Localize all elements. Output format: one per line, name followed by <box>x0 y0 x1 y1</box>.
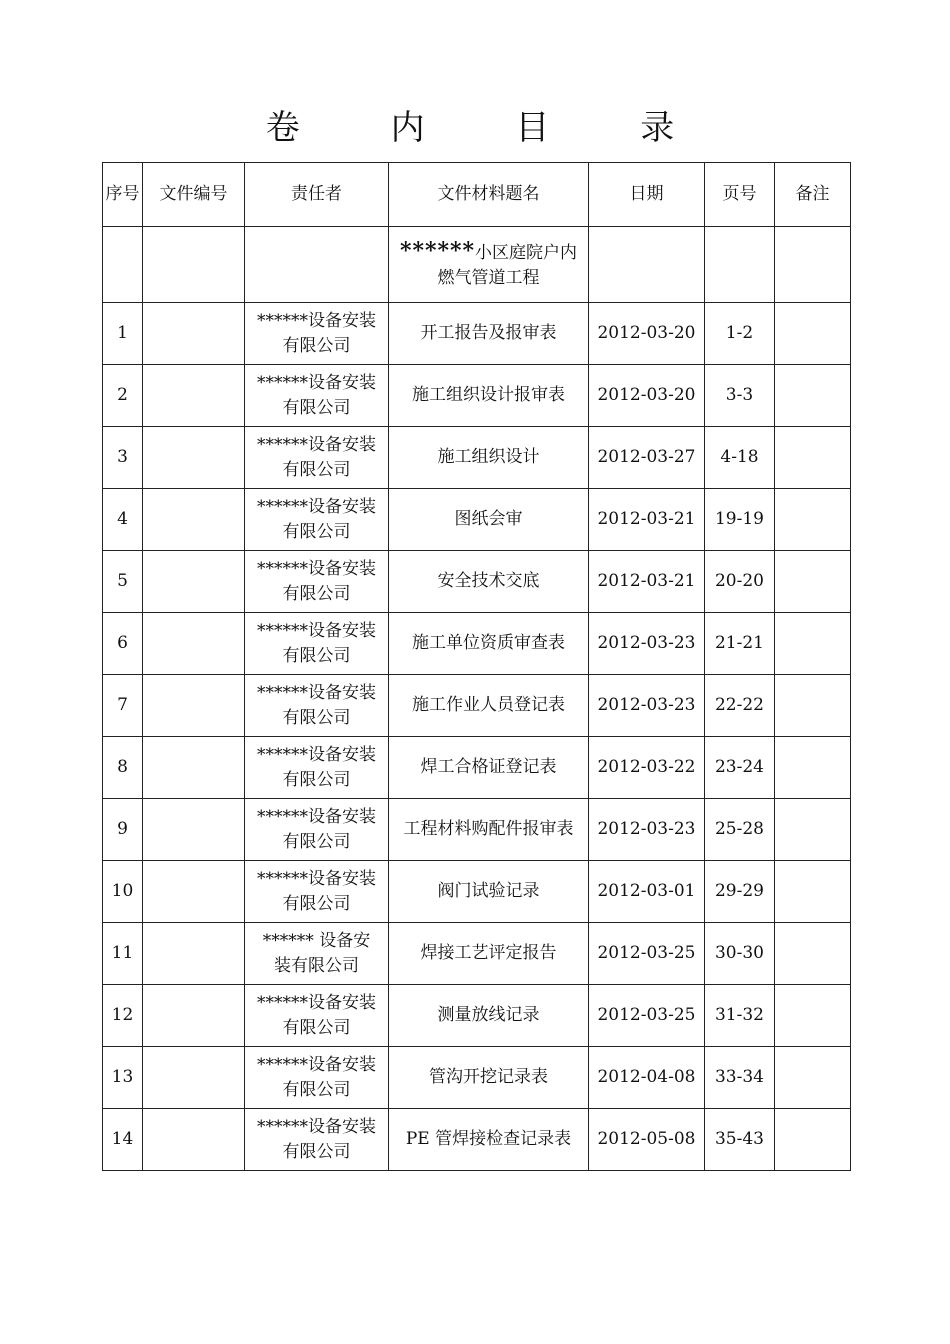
row-seq-cell: 9 <box>103 799 143 861</box>
row-date-cell: 2012-03-23 <box>589 799 705 861</box>
row-file-no-cell <box>143 737 245 799</box>
row-remarks-cell <box>775 675 851 737</box>
row-responsible-cell: ******设备安装有限公司 <box>245 489 389 551</box>
row-remarks-cell <box>775 551 851 613</box>
row-title-cell: 工程材料购配件报审表 <box>389 799 589 861</box>
row-file-no-cell <box>143 613 245 675</box>
row-seq-cell: 5 <box>103 551 143 613</box>
table-row <box>103 365 851 427</box>
row-date-cell: 2012-03-25 <box>589 923 705 985</box>
row-file-no-cell <box>143 365 245 427</box>
row-date-cell: 2012-03-23 <box>589 675 705 737</box>
row-page-cell: 20-20 <box>705 551 775 613</box>
table-row <box>103 613 851 675</box>
row-responsible-cell: ****** 设备安装有限公司 <box>245 923 389 985</box>
row-page-cell: 25-28 <box>705 799 775 861</box>
project-responsible-cell <box>245 227 389 303</box>
table-row <box>103 737 851 799</box>
row-file-no-cell <box>143 427 245 489</box>
row-seq-cell: 14 <box>103 1109 143 1171</box>
row-seq-cell: 13 <box>103 1047 143 1109</box>
row-seq-cell: 1 <box>103 303 143 365</box>
header-seq: 序号 <box>103 163 143 227</box>
row-remarks-cell <box>775 737 851 799</box>
row-title-cell: 安全技术交底 <box>389 551 589 613</box>
row-page-cell: 1-2 <box>705 303 775 365</box>
table-row <box>103 923 851 985</box>
row-remarks-cell <box>775 861 851 923</box>
row-responsible-cell: ******设备安装有限公司 <box>245 365 389 427</box>
project-stars: ****** <box>399 237 476 264</box>
project-page-cell <box>705 227 775 303</box>
table-row <box>103 303 851 365</box>
table-row <box>103 861 851 923</box>
row-seq-cell: 2 <box>103 365 143 427</box>
table-row <box>103 427 851 489</box>
row-page-cell: 19-19 <box>705 489 775 551</box>
row-remarks-cell <box>775 923 851 985</box>
row-title-cell: 阀门试验记录 <box>389 861 589 923</box>
row-file-no-cell <box>143 303 245 365</box>
table-row <box>103 1047 851 1109</box>
row-remarks-cell <box>775 489 851 551</box>
row-remarks-cell <box>775 303 851 365</box>
table-row <box>103 985 851 1047</box>
row-date-cell: 2012-03-27 <box>589 427 705 489</box>
row-title-cell: 焊接工艺评定报告 <box>389 923 589 985</box>
row-seq-cell: 10 <box>103 861 143 923</box>
row-seq-cell: 12 <box>103 985 143 1047</box>
row-responsible-cell: ******设备安装有限公司 <box>245 1047 389 1109</box>
row-title-cell: 施工组织设计 <box>389 427 589 489</box>
table-row <box>103 551 851 613</box>
row-seq-cell: 8 <box>103 737 143 799</box>
page-title: 卷 内 目 录 <box>265 108 715 148</box>
row-page-cell: 31-32 <box>705 985 775 1047</box>
table-row <box>103 1109 851 1171</box>
row-file-no-cell <box>143 861 245 923</box>
table-body <box>103 227 851 1171</box>
row-file-no-cell <box>143 489 245 551</box>
row-page-cell: 33-34 <box>705 1047 775 1109</box>
row-seq-cell: 11 <box>103 923 143 985</box>
row-file-no-cell <box>143 799 245 861</box>
row-remarks-cell <box>775 799 851 861</box>
table-row <box>103 675 851 737</box>
row-responsible-cell: ******设备安装有限公司 <box>245 985 389 1047</box>
row-remarks-cell <box>775 1109 851 1171</box>
row-page-cell: 21-21 <box>705 613 775 675</box>
row-title-cell: 施工作业人员登记表 <box>389 675 589 737</box>
row-title-cell: 施工组织设计报审表 <box>389 365 589 427</box>
row-responsible-cell: ******设备安装有限公司 <box>245 737 389 799</box>
row-remarks-cell <box>775 427 851 489</box>
row-date-cell: 2012-03-01 <box>589 861 705 923</box>
row-title-cell: 测量放线记录 <box>389 985 589 1047</box>
row-date-cell: 2012-03-21 <box>589 551 705 613</box>
row-date-cell: 2012-03-23 <box>589 613 705 675</box>
row-title-cell: 开工报告及报审表 <box>389 303 589 365</box>
project-name: 小区庭院户内燃气管道工程 <box>437 242 578 288</box>
row-remarks-cell <box>775 1047 851 1109</box>
table-header <box>103 163 851 227</box>
row-date-cell: 2012-03-22 <box>589 737 705 799</box>
row-date-cell: 2012-04-08 <box>589 1047 705 1109</box>
row-date-cell: 2012-03-20 <box>589 365 705 427</box>
row-page-cell: 29-29 <box>705 861 775 923</box>
project-date-cell <box>589 227 705 303</box>
project-seq-cell <box>103 227 143 303</box>
row-responsible-cell: ******设备安装有限公司 <box>245 799 389 861</box>
header-responsible: 责任者 <box>245 163 389 227</box>
header-remarks: 备注 <box>775 163 851 227</box>
row-remarks-cell <box>775 365 851 427</box>
project-title-cell <box>389 227 589 303</box>
row-title-cell: 管沟开挖记录表 <box>389 1047 589 1109</box>
project-row <box>103 227 851 303</box>
row-page-cell: 30-30 <box>705 923 775 985</box>
row-date-cell: 2012-03-20 <box>589 303 705 365</box>
row-page-cell: 3-3 <box>705 365 775 427</box>
row-file-no-cell <box>143 1047 245 1109</box>
row-seq-cell: 7 <box>103 675 143 737</box>
row-seq-cell: 6 <box>103 613 143 675</box>
row-page-cell: 23-24 <box>705 737 775 799</box>
row-seq-cell: 3 <box>103 427 143 489</box>
header-file-no: 文件编号 <box>143 163 245 227</box>
row-file-no-cell <box>143 923 245 985</box>
row-responsible-cell: ******设备安装有限公司 <box>245 303 389 365</box>
row-date-cell: 2012-03-21 <box>589 489 705 551</box>
project-file-no-cell <box>143 227 245 303</box>
row-page-cell: 35-43 <box>705 1109 775 1171</box>
row-file-no-cell <box>143 551 245 613</box>
row-remarks-cell <box>775 613 851 675</box>
header-row <box>103 163 851 227</box>
row-date-cell: 2012-05-08 <box>589 1109 705 1171</box>
row-page-cell: 22-22 <box>705 675 775 737</box>
row-file-no-cell <box>143 985 245 1047</box>
row-date-cell: 2012-03-25 <box>589 985 705 1047</box>
row-responsible-cell: ******设备安装有限公司 <box>245 551 389 613</box>
header-material-title: 文件材料题名 <box>389 163 589 227</box>
row-title-cell: 图纸会审 <box>389 489 589 551</box>
project-remarks-cell <box>775 227 851 303</box>
row-responsible-cell: ******设备安装有限公司 <box>245 427 389 489</box>
header-date: 日期 <box>589 163 705 227</box>
row-file-no-cell <box>143 675 245 737</box>
row-seq-cell: 4 <box>103 489 143 551</box>
row-title-cell: 焊工合格证登记表 <box>389 737 589 799</box>
row-responsible-cell: ******设备安装有限公司 <box>245 1109 389 1171</box>
row-file-no-cell <box>143 1109 245 1171</box>
row-title-cell: PE 管焊接检查记录表 <box>389 1109 589 1171</box>
row-responsible-cell: ******设备安装有限公司 <box>245 613 389 675</box>
row-page-cell: 4-18 <box>705 427 775 489</box>
row-remarks-cell <box>775 985 851 1047</box>
row-title-cell: 施工单位资质审查表 <box>389 613 589 675</box>
table-row <box>103 489 851 551</box>
table-row <box>103 799 851 861</box>
catalog-table <box>102 162 851 1171</box>
row-responsible-cell: ******设备安装有限公司 <box>245 861 389 923</box>
header-page: 页号 <box>705 163 775 227</box>
row-responsible-cell: ******设备安装有限公司 <box>245 675 389 737</box>
